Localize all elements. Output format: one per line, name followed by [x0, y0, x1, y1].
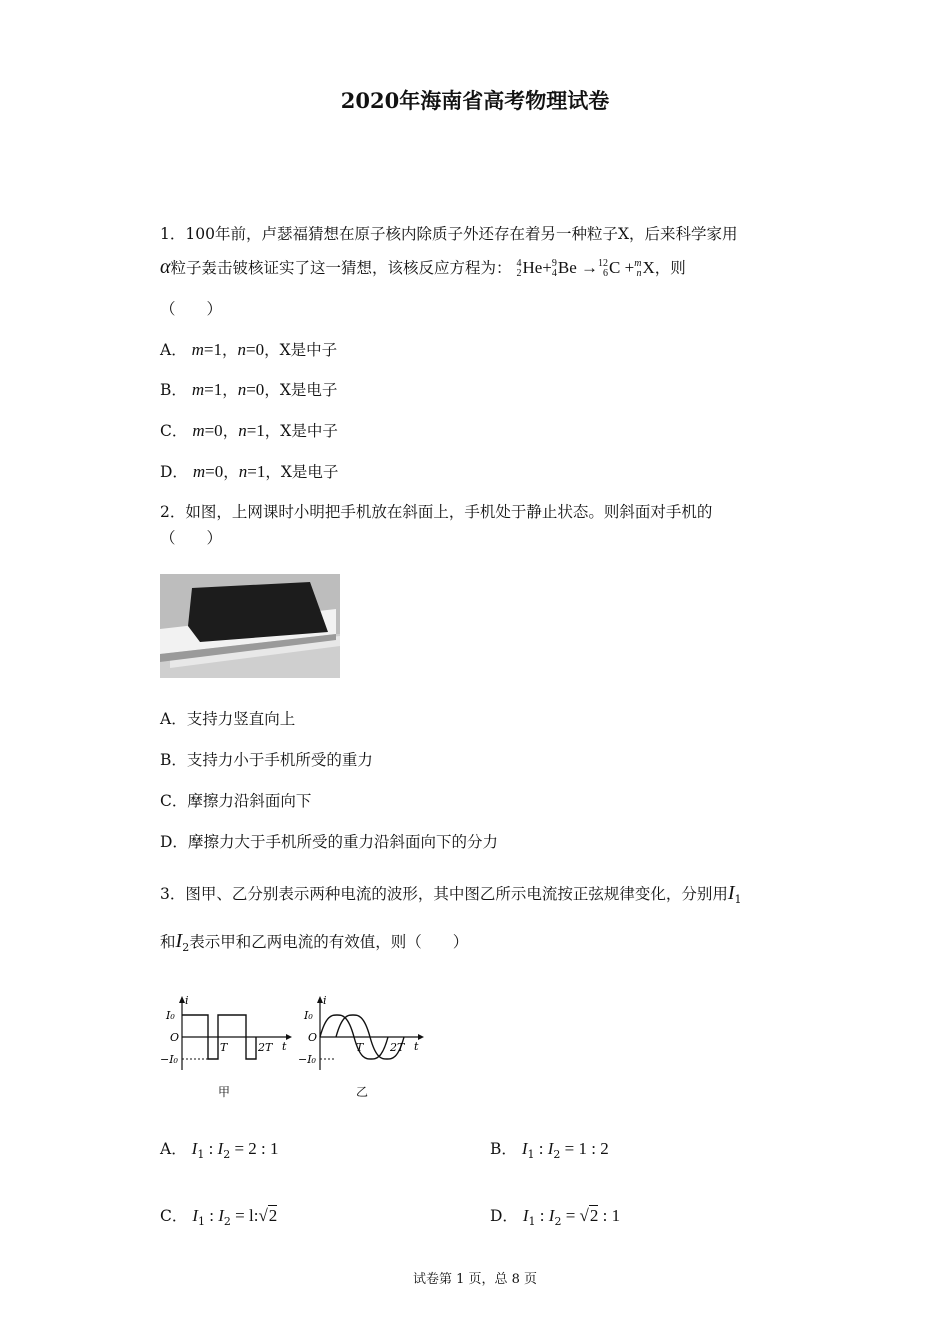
- caption-b: 乙: [356, 1085, 369, 1099]
- phone-on-incline-photo: [160, 574, 340, 678]
- var-m: m: [191, 340, 204, 359]
- option-label: A．: [160, 1140, 187, 1158]
- m-value: =0: [205, 462, 224, 481]
- option-label: C．: [160, 1207, 188, 1225]
- q1-stem-text: 粒子轰击铍核证实了这一猜想，该核反应方程为：: [170, 259, 512, 277]
- q1-stem-line2: [160, 256, 686, 279]
- colon: :: [204, 1206, 219, 1225]
- 2t-tick-label: 2T: [258, 1041, 273, 1054]
- m-value: =1: [203, 340, 223, 359]
- var-m: m: [192, 462, 206, 481]
- q2-stem: 2．如图，上网课时小明把手机放在斜面上，手机处于静止状态。则斜面对手机的: [160, 503, 713, 521]
- q2-bracket: （ ）: [160, 529, 223, 547]
- n-value: =0: [246, 340, 265, 359]
- ratio-value: =: [561, 1206, 580, 1225]
- var-n: n: [237, 380, 247, 399]
- sqrt-sign: √: [258, 1206, 268, 1225]
- origin-label: O: [170, 1031, 180, 1044]
- option-text: ，X是中子: [264, 341, 338, 359]
- c-charge: 6: [603, 268, 609, 280]
- t-axis-arrow: [418, 1034, 424, 1040]
- var-n: n: [238, 462, 248, 481]
- var-m: m: [192, 421, 205, 440]
- axis-t-label: t: [282, 1040, 287, 1053]
- n-value: =0: [246, 380, 265, 399]
- be-charge: 4: [551, 268, 557, 280]
- sine-wave-graph: [296, 995, 426, 1075]
- q3-stem-line2: [160, 930, 468, 954]
- i0-label: I₀: [304, 1009, 313, 1022]
- colon: :: [534, 1139, 548, 1158]
- option-label: A．: [160, 710, 187, 728]
- t-tick-label: T: [356, 1041, 364, 1054]
- option-text: 摩擦力大于手机所受的重力沿斜面向下的分力: [187, 833, 498, 851]
- option-label: D．: [160, 463, 188, 481]
- q2-option-a[interactable]: [160, 707, 295, 729]
- var-m: m: [191, 380, 205, 399]
- option-text: 摩擦力沿斜面向下: [187, 792, 312, 810]
- page-footer: 试卷第 1 页，总 8 页: [412, 1272, 538, 1287]
- he-symbol: He: [522, 258, 543, 277]
- option-text: ，X是电子: [265, 463, 339, 481]
- square-wave-graph: [158, 995, 293, 1075]
- symbol-i1-sub: 1: [734, 893, 742, 906]
- var-n: n: [238, 421, 247, 440]
- symbol-i2: I: [175, 930, 183, 952]
- incline-illustration: [160, 574, 340, 678]
- q1-stem-tail: ，则: [654, 259, 686, 277]
- symbol-i1: I: [727, 882, 735, 904]
- var-i2: I: [218, 1206, 224, 1225]
- axis-t-label: t: [414, 1040, 419, 1053]
- symbol-i2-sub: 2: [182, 941, 190, 954]
- option-label: D．: [160, 833, 188, 851]
- q3-stem-pre: 和: [160, 933, 176, 951]
- q1-stem-line1: 1．100年前，卢瑟福猜想在原子核内除质子外还存在着另一种粒子X，后来科学家用: [160, 225, 738, 243]
- m-value: =0: [204, 421, 223, 440]
- var-i2: I: [548, 1206, 555, 1225]
- n-value: =1: [246, 421, 265, 440]
- option-text: 支持力竖直向上: [186, 710, 296, 728]
- axis-i-label: i: [185, 995, 189, 1007]
- sub-2: 2: [554, 1215, 562, 1228]
- q2-option-c[interactable]: [160, 789, 311, 811]
- separator: ，: [222, 422, 239, 440]
- be-symbol: Be: [557, 258, 577, 277]
- option-text: ，X是中子: [264, 422, 338, 440]
- q1-option-a[interactable]: [160, 338, 337, 360]
- colon: :: [535, 1206, 549, 1225]
- option-label: C．: [160, 422, 188, 440]
- q3-option-c[interactable]: [160, 1204, 277, 1228]
- q1-option-c[interactable]: [160, 419, 338, 441]
- sqrt-sign: √: [579, 1206, 589, 1225]
- arrow: →: [581, 258, 599, 277]
- x-charge: n: [636, 268, 642, 280]
- var-i1: I: [522, 1206, 529, 1225]
- var-i1: I: [521, 1139, 528, 1158]
- x-symbol: X: [642, 258, 655, 277]
- var-i2: I: [547, 1139, 554, 1158]
- sub-1: 1: [197, 1148, 205, 1161]
- he-mass: 4: [516, 258, 522, 270]
- ratio-tail: : 1: [598, 1206, 621, 1225]
- neg-i0-label: −I₀: [160, 1053, 178, 1066]
- x-mass: m: [634, 258, 642, 270]
- option-label: D．: [490, 1207, 518, 1225]
- separator: ，: [222, 341, 238, 359]
- n-value: =1: [247, 462, 266, 481]
- q1-bracket: （ ）: [160, 300, 223, 318]
- 2t-tick-label: 2T: [390, 1041, 405, 1054]
- origin-label: O: [308, 1031, 318, 1044]
- i0-label: I₀: [166, 1009, 175, 1022]
- sub-2: 2: [223, 1215, 231, 1228]
- axis-i-label: i: [323, 995, 327, 1007]
- ratio-value: = 2 : 1: [230, 1139, 279, 1158]
- colon: :: [204, 1139, 218, 1158]
- option-label: B．: [160, 381, 187, 399]
- separator: ，: [222, 381, 238, 399]
- separator: ，: [223, 463, 239, 481]
- sub-1: 1: [527, 1148, 535, 1161]
- var-i2: I: [217, 1139, 224, 1158]
- t-tick-label: T: [220, 1041, 228, 1054]
- plus-1: +: [542, 258, 552, 277]
- he-charge: 2: [516, 268, 522, 280]
- caption-a: 甲: [218, 1085, 231, 1099]
- q1-option-d[interactable]: [160, 460, 338, 482]
- option-text: 支持力小于手机所受的重力: [186, 751, 373, 769]
- q2-option-b[interactable]: [160, 748, 373, 770]
- option-label: B．: [160, 751, 187, 769]
- q2-option-d[interactable]: [160, 830, 498, 852]
- q3-option-a[interactable]: [160, 1137, 279, 1161]
- t-axis-arrow: [286, 1034, 292, 1040]
- var-i1: I: [192, 1206, 198, 1225]
- be-mass: 9: [551, 258, 557, 270]
- c-symbol: C: [609, 258, 621, 277]
- q3-stem-line1: [160, 882, 742, 906]
- c-mass: 12: [598, 258, 609, 270]
- alpha-symbol: α: [160, 256, 171, 278]
- sub-2: 2: [223, 1148, 231, 1161]
- q3-stem-text: 3．图甲、乙分别表示两种电流的波形，其中图乙所示电流按正弦规律变化，分别用: [160, 885, 728, 903]
- option-text: ，X是电子: [264, 381, 338, 399]
- sub-1: 1: [528, 1215, 536, 1228]
- q1-option-b[interactable]: [160, 378, 337, 400]
- option-label: C．: [160, 792, 188, 810]
- ratio-value: = 1 : 2: [560, 1139, 609, 1158]
- option-label: A．: [160, 341, 187, 359]
- sub-1: 1: [197, 1215, 205, 1228]
- q3-option-d[interactable]: [490, 1204, 620, 1228]
- plus-2: +: [624, 258, 635, 277]
- q3-option-b[interactable]: [490, 1137, 609, 1161]
- q3-stem-text: 表示甲和乙两电流的有效值，则（ ）: [189, 933, 469, 951]
- page-title: 2020年海南省高考物理试卷: [340, 88, 610, 113]
- var-i1: I: [191, 1139, 198, 1158]
- var-n: n: [237, 340, 247, 359]
- neg-i0-label: −I₀: [298, 1053, 316, 1066]
- option-label: B．: [490, 1140, 517, 1158]
- nuclear-equation: [516, 258, 655, 280]
- sqrt-radicand: 2: [589, 1206, 599, 1225]
- sub-2: 2: [553, 1148, 561, 1161]
- sqrt-radicand: 2: [268, 1206, 278, 1225]
- m-value: =1: [204, 380, 223, 399]
- ratio-value: = l:: [230, 1206, 259, 1225]
